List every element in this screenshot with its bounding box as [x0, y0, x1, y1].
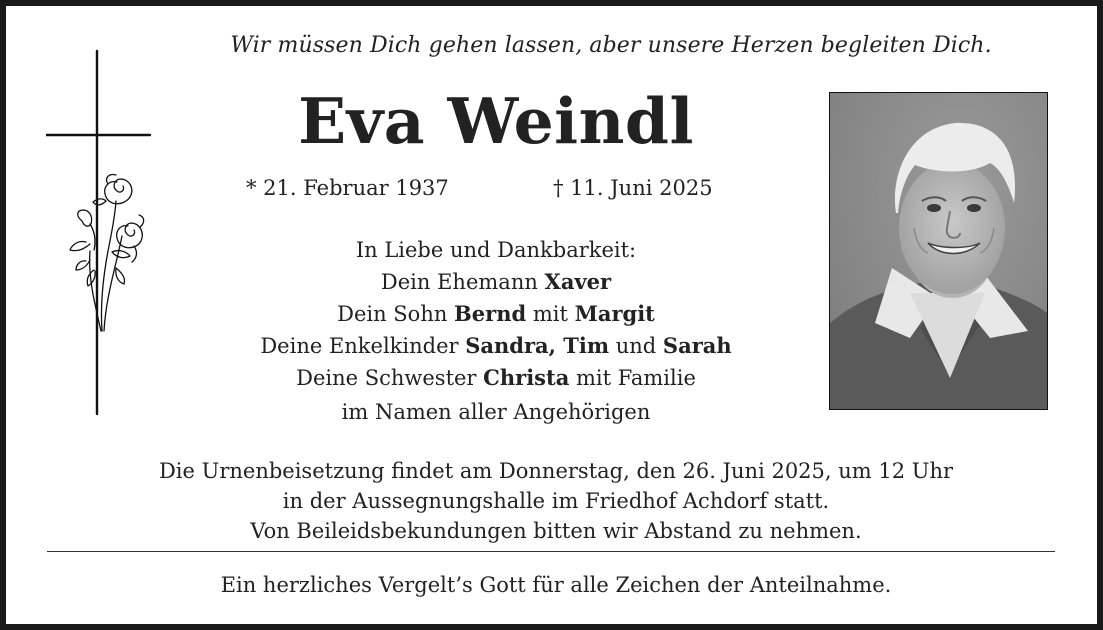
- mourner-name: Margit: [574, 301, 655, 326]
- mourners-block: [196, 235, 796, 428]
- funeral-line: Von Beileidsbekundungen bitten wir Abstand zu nehmen.: [250, 519, 862, 543]
- death-date: † 11. Juni 2025: [553, 176, 713, 200]
- mourner-name: Christa: [483, 365, 570, 390]
- deceased-name: Eva Weindl: [298, 84, 694, 158]
- mourner-name: Sarah: [662, 333, 732, 358]
- funeral-announcement: [46, 456, 1066, 546]
- mourner-line: Deine Schwester Christa mit Familie: [296, 365, 696, 390]
- funeral-line: in der Aussegnungshalle im Friedhof Achdorf statt.: [282, 489, 830, 513]
- funeral-line: Die Urnenbeisetzung findet am Donnerstag, den 26. Juni 2025, um 12 Uhr: [158, 459, 954, 483]
- motto-text: Wir müssen Dich gehen lassen, aber unsere Herzen begleiten Dich.: [230, 33, 992, 58]
- mourner-name: Bernd: [454, 301, 527, 326]
- relatives-line: im Namen aller Angehörigen: [341, 400, 651, 424]
- divider-line: [47, 551, 1055, 552]
- birth-date: * 21. Februar 1937: [246, 176, 449, 200]
- mourner-line: Dein Ehemann Xaver: [380, 269, 612, 294]
- life-dates: [246, 176, 746, 206]
- mourner-line: Dein Sohn Bernd mit Margit: [337, 301, 655, 326]
- mourner-name: Sandra, Tim: [465, 333, 610, 358]
- cross-with-roses-icon: [46, 46, 156, 416]
- thanks-intro: In Liebe und Dankbarkeit:: [355, 238, 637, 262]
- closing-thanks: Ein herzliches Vergelt’s Gott für alle Zeichen der Anteilnahme.: [220, 573, 892, 597]
- mourner-name: Xaver: [544, 269, 612, 294]
- portrait-photo: [829, 92, 1048, 410]
- mourner-line: Deine Enkelkinder Sandra, Tim und Sarah: [260, 333, 732, 358]
